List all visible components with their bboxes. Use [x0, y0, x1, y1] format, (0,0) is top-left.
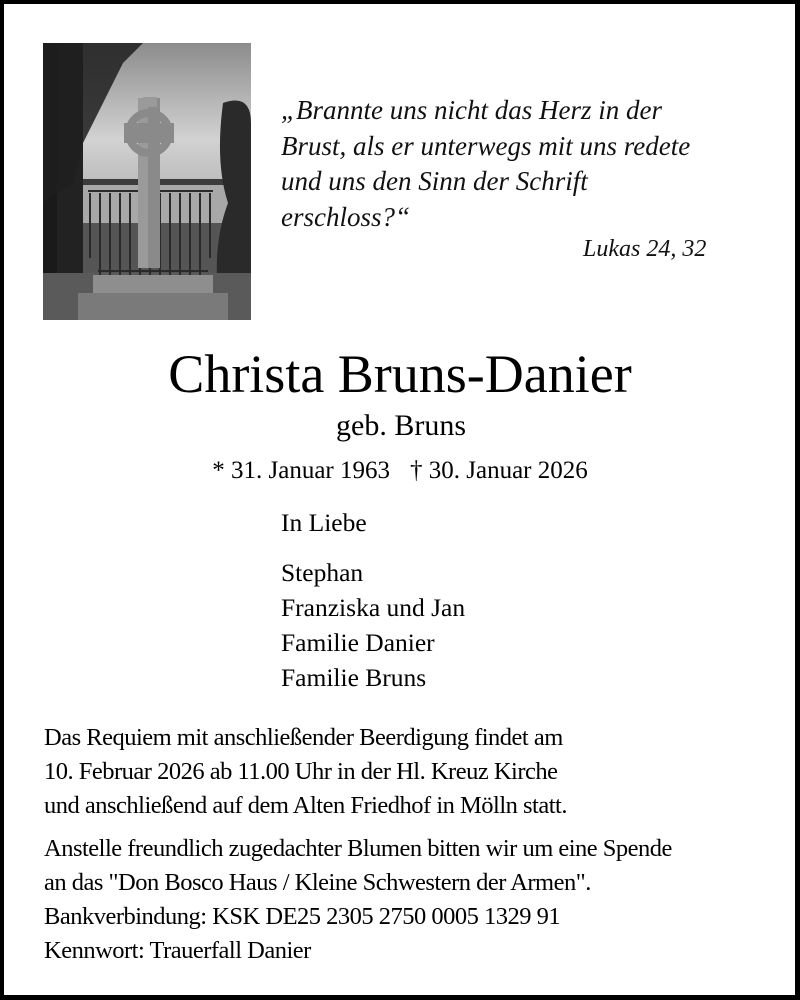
maiden-name: geb. Bruns — [336, 409, 466, 442]
quote-line: und uns den Sinn der Schrift — [281, 166, 588, 196]
service-info — [44, 721, 764, 823]
service-line: Das Requiem mit anschließender Beerdigung findet am — [44, 724, 563, 751]
donation-line: an das "Don Bosco Haus / Kleine Schwestern der Armen". — [44, 869, 591, 896]
quote-line: „Brannte uns nicht das Herz in der — [281, 95, 662, 125]
service-line: 10. Februar 2026 ab 11.00 Uhr in der Hl. Kreuz Kirche — [44, 758, 558, 785]
life-dates — [0, 455, 800, 487]
donation-keyword: Kennwort: Trauerfall Danier — [44, 937, 311, 964]
mourner-name: Familie Danier — [281, 628, 435, 657]
quote-line: erschloss?“ — [281, 201, 411, 232]
mourners-intro: In Liebe — [281, 508, 367, 537]
quote-reference: Lukas 24, 32 — [583, 236, 707, 262]
donation-line: Anstelle freundlich zugedachter Blumen bitten wir um eine Spende — [44, 835, 672, 862]
death-date: † 30. Januar 2026 — [410, 457, 588, 484]
quote-line: Brust, als er unterwegs mit uns redete — [281, 130, 691, 161]
mourner-name: Franziska und Jan — [281, 593, 466, 622]
mourner-name: Familie Bruns — [281, 663, 427, 692]
memorial-photo — [43, 43, 251, 320]
mourner-name: Stephan — [281, 558, 364, 587]
bible-quote — [281, 93, 761, 235]
deceased-name: Christa Bruns-Danier — [168, 344, 632, 404]
mourners-list — [281, 505, 465, 695]
celtic-cross-photo-icon — [43, 43, 251, 320]
bank-details: Bankverbindung: KSK DE25 2305 2750 0005 1329 91 — [44, 903, 561, 930]
service-line: und anschließend auf dem Alten Friedhof in Mölln statt. — [44, 792, 567, 819]
donation-info — [44, 832, 784, 968]
birth-date: * 31. Januar 1963 — [212, 457, 390, 484]
